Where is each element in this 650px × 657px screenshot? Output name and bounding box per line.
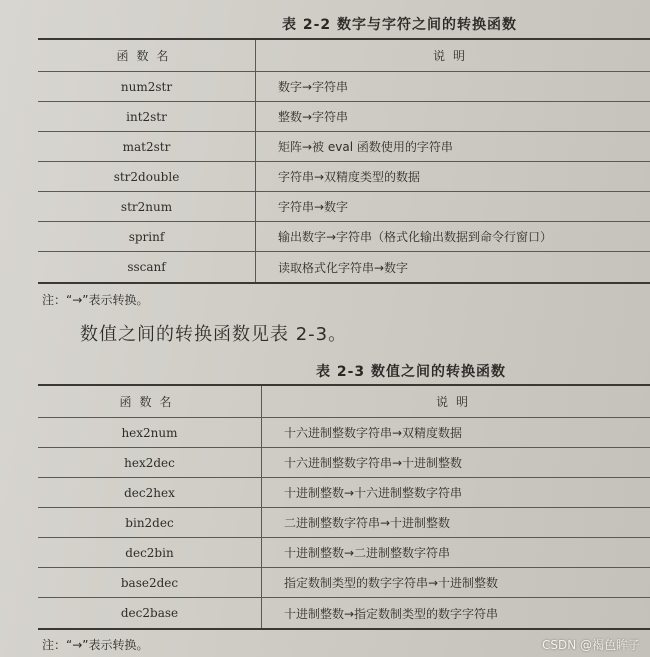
function-description: 指定数制类型的数字字符串→十进制整数: [284, 576, 499, 590]
function-name: dec2base: [38, 598, 262, 628]
function-description: 字符串→数字: [278, 200, 349, 214]
function-name: hex2dec: [38, 448, 262, 477]
function-description: 输出数字→字符串（格式化输出数据到命令行窗口）: [278, 230, 553, 244]
header-function-name: 函数名: [38, 40, 256, 71]
function-name: hex2num: [38, 418, 262, 447]
header-description: 说明: [432, 49, 473, 63]
function-description: 矩阵→被 eval 函数使用的字符串: [278, 140, 453, 154]
table-header-row: [38, 386, 650, 418]
function-name: str2double: [38, 162, 256, 191]
function-description: 十进制整数→指定数制类型的数字字符串: [284, 606, 499, 621]
function-name: num2str: [38, 72, 256, 101]
table-header-row: [38, 40, 650, 72]
function-description: 十进制整数→二进制整数字符串: [284, 546, 451, 560]
function-description: 十六进制整数字符串→双精度数据: [284, 426, 463, 440]
function-description: 数字→字符串: [278, 80, 349, 94]
function-name: sscanf: [38, 252, 256, 282]
function-name: sprinf: [38, 222, 256, 251]
table-row: [38, 102, 650, 132]
header-description: 说明: [435, 395, 476, 409]
table-row: [38, 72, 650, 102]
header-function-name: 函数名: [38, 386, 262, 417]
function-name: bin2dec: [38, 508, 262, 537]
function-description: 十进制整数→十六进制整数字符串: [284, 486, 463, 500]
table-row: [38, 568, 650, 598]
conversion-table-2-3: [38, 384, 650, 630]
table-2-3-note: 注：“→”表示转换。: [42, 638, 149, 652]
function-description: 二进制整数字符串→十进制整数: [284, 516, 451, 530]
table-row: [38, 508, 650, 538]
function-description: 十六进制整数字符串→十进制整数: [284, 456, 463, 470]
function-name: int2str: [38, 102, 256, 131]
table-row: [38, 252, 650, 282]
table-row: [38, 162, 650, 192]
table-row: [38, 478, 650, 508]
function-name: base2dec: [38, 568, 262, 597]
table-2-2-caption: 表 2-2 数字与字符之间的转换函数: [282, 17, 518, 33]
function-name: str2num: [38, 192, 256, 221]
table-row: [38, 538, 650, 568]
table-row: [38, 448, 650, 478]
function-name: dec2hex: [38, 478, 262, 507]
function-description: 读取格式化字符串→数字: [278, 260, 409, 275]
table-2-2-note: 注：“→”表示转换。: [42, 293, 149, 307]
table-row: [38, 192, 650, 222]
function-name: mat2str: [38, 132, 256, 161]
conversion-table-2-2: [38, 38, 650, 284]
table-row: [38, 222, 650, 252]
csdn-watermark: CSDN @褐色眸子: [541, 638, 640, 652]
function-description: 字符串→双精度类型的数据: [278, 170, 421, 184]
body-paragraph: 数值之间的转换函数见表 2-3。: [80, 324, 348, 345]
function-name: dec2bin: [38, 538, 262, 567]
table-row: [38, 132, 650, 162]
table-2-3-caption: 表 2-3 数值之间的转换函数: [316, 364, 507, 380]
table-row: [38, 418, 650, 448]
table-row: [38, 598, 650, 628]
function-description: 整数→字符串: [278, 110, 349, 124]
